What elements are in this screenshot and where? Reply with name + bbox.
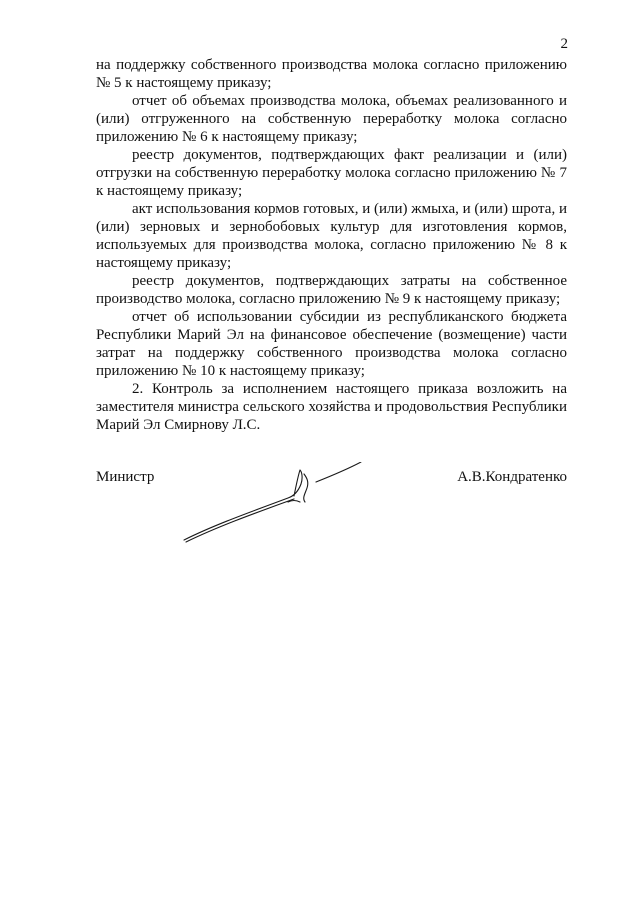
paragraph-7: 2. Контроль за исполнением настоящего приказа возложить на заместителя министра сельского хозяйства и продовольствия Республики Марий Эл Смирнову Л.С. — [96, 381, 567, 433]
paragraph-1: на поддержку собственного производства молока согласно приложению № 5 к настоящему приказу; — [96, 57, 567, 91]
paragraph-3: реестр документов, подтверждающих факт реализации и (или) отгрузки на собственную переработку молока согласно приложению № 7 к настоящему приказу; — [96, 147, 567, 199]
paragraph-6: отчет об использовании субсидии из республиканского бюджета Республики Марий Эл на финансовое обеспечение (возмещение) части затрат на поддержку собственного производства молока согласно приложению № 10 к настоящему приказу; — [96, 309, 567, 379]
signer-name: А.В.Кондратенко — [457, 469, 567, 485]
page-number: 2 — [560, 36, 568, 52]
document-body — [96, 56, 567, 434]
paragraph-5: реестр документов, подтверждающих затраты на собственное производство молока, согласно приложению № 9 к настоящему приказу; — [96, 273, 567, 307]
paragraph-2: отчет об объемах производства молока, объемах реализованного и (или) отгруженного на собственную переработку молока согласно приложению № 6 к настоящему приказу; — [96, 93, 567, 145]
signer-title: Министр — [96, 469, 155, 485]
signature-block — [96, 462, 567, 552]
handwritten-signature — [176, 462, 376, 547]
paragraph-4: акт использования кормов готовых, и (или) жмыха, и (или) шрота, и (или) зерновых и зернобобовых культур для изготовления кормов, используемых для производства молока, согласно приложению № 8 к настоящему приказу; — [96, 201, 567, 271]
